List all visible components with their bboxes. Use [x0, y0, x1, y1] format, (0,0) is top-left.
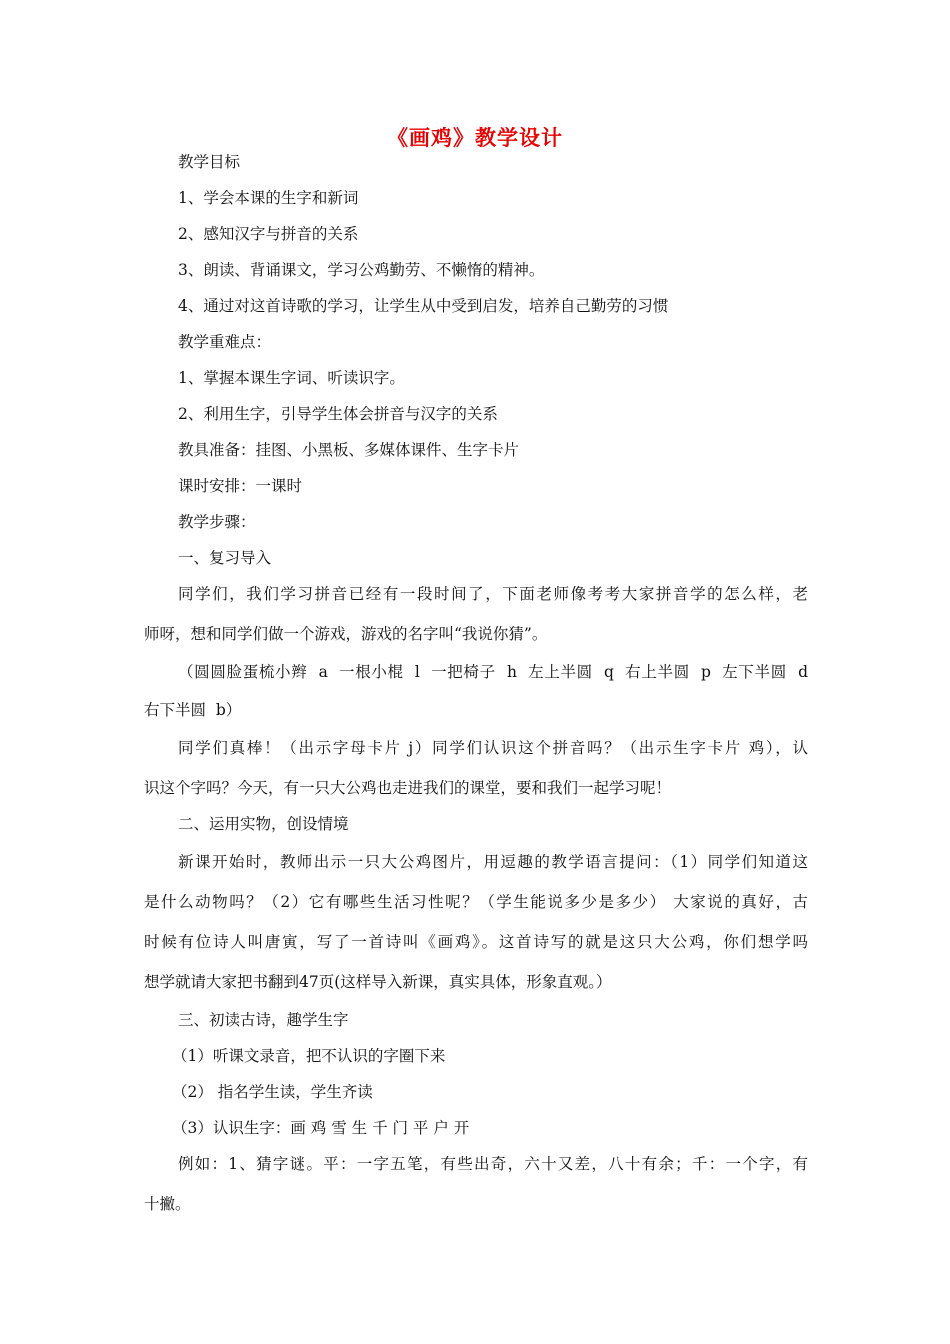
step-3: （3）认识生字：画 鸡 雪 生 千 门 平 户 开 — [172, 1119, 470, 1137]
objective-4: 4、通过对这首诗歌的学习，让学生从中受到启发，培养自己勤劳的习惯 — [178, 297, 669, 315]
section-2-heading: 二、运用实物，创设情境 — [178, 815, 349, 833]
heading-steps: 教学步骤： — [178, 513, 256, 531]
class-schedule: 课时安排：一课时 — [178, 477, 303, 495]
paragraph-line: 时候有位诗人叫唐寅，写了一首诗叫《画鸡》。这首诗写的就是这只大公鸡，你们想学吗 — [144, 933, 808, 951]
paragraph-line: 想学就请大家把书翻到47页(这样导入新课，真实具体，形象直观。） — [144, 973, 612, 991]
objective-3: 3、朗读、背诵课文，学习公鸡勤劳、不懒惰的精神。 — [178, 261, 545, 279]
heading-objectives: 教学目标 — [178, 153, 241, 171]
section-3-heading: 三、初读古诗，趣学生字 — [178, 1011, 349, 1029]
step-2: （2） 指名学生读，学生齐读 — [172, 1083, 373, 1101]
section-1-heading: 一、复习导入 — [178, 549, 272, 567]
paragraph-line: 是什么动物吗？（2）它有哪些生活习性呢？（学生能说多少是多少） 大家说的真好，古 — [144, 893, 808, 911]
paragraph-line: 例如：1、猜字谜。平：一字五笔，有些出奇，六十又差，八十有余；千：一个字，有 — [178, 1155, 808, 1173]
key-point-2: 2、利用生字，引导学生体会拼音与汉字的关系 — [178, 405, 498, 423]
paragraph-line: 同学们，我们学习拼音已经有一段时间了，下面老师像考考大家拼音学的怎么样，老 — [178, 585, 808, 603]
objective-2: 2、感知汉字与拼音的关系 — [178, 225, 359, 243]
step-1: （1）听课文录音，把不认识的字圈下来 — [172, 1047, 446, 1065]
key-point-1: 1、掌握本课生字词、听读识字。 — [178, 369, 405, 387]
paragraph-line: 同学们真棒！（出示字母卡片 j）同学们认识这个拼音吗？（出示生字卡片 鸡），认 — [178, 739, 808, 757]
objective-1: 1、学会本课的生字和新词 — [178, 189, 359, 207]
paragraph-line: 识这个字吗？今天，有一只大公鸡也走进我们的课堂，要和我们一起学习呢！ — [144, 779, 672, 797]
teaching-aids: 教具准备：挂图、小黑板、多媒体课件、生字卡片 — [178, 441, 520, 459]
paragraph-line: 师呀，想和同学们做一个游戏，游戏的名字叫“我说你猜”。 — [144, 625, 548, 643]
pinyin-riddle-line: （圆圆脸蛋梳小辫 a 一根小棍 l 一把椅子 h 左上半圆 q 右上半圆 p 左下半圆 d — [178, 663, 808, 681]
paragraph-line: 新课开始时，教师出示一只大公鸡图片，用逗趣的教学语言提问：（1）同学们知道这 — [178, 853, 808, 871]
document-title: 《画鸡》教学设计 — [387, 125, 563, 150]
pinyin-riddle-line: 右下半圆 b） — [144, 701, 242, 719]
paragraph-line: 十撇。 — [144, 1195, 191, 1213]
heading-key-points: 教学重难点： — [178, 333, 272, 351]
